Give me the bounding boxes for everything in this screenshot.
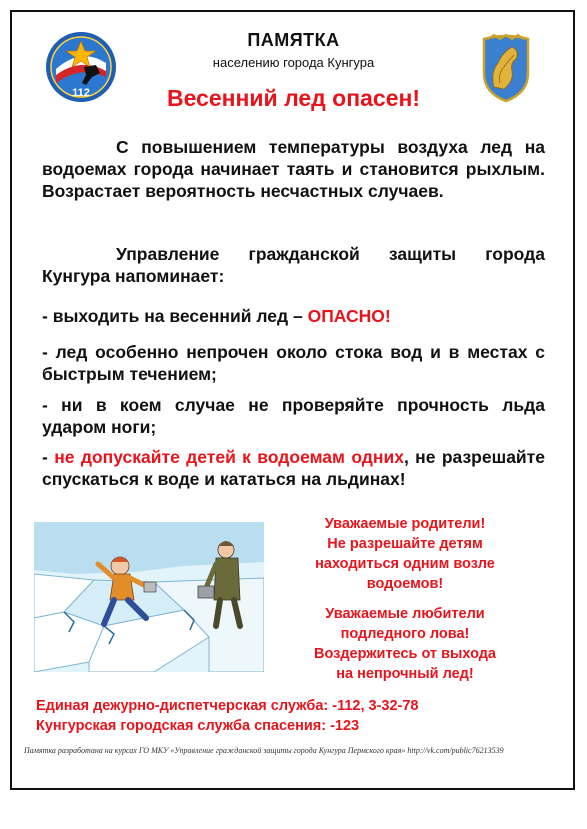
reminder-paragraph-text: Управление гражданской защиты города Кунгура напоминает: xyxy=(42,244,545,286)
page-title: ПАМЯТКА xyxy=(247,30,340,50)
emergency-contacts xyxy=(36,696,419,736)
fishers-notice-line: на непрочный лед! xyxy=(336,666,474,682)
ice-breaking-illustration xyxy=(34,522,264,672)
bullet-children-emphasis: не допускайте детей к водоемам одних xyxy=(54,447,404,467)
parents-notice-line: находиться одним возле xyxy=(315,556,495,572)
bullet-dangerous-text: - выходить на весенний лед – xyxy=(42,306,308,326)
bullet-children-text: , не разрешайте спускаться к воде и кататься на льдинах! xyxy=(42,447,545,489)
footnote: Памятка разработана на курсах ГО МКУ «Управление гражданской защиты города Кунгура Пермского края» http://vk.com/public76213539 xyxy=(24,746,504,755)
page-subtitle: населению города Кунгура xyxy=(212,55,375,70)
fishers-notice-line: Уважаемые любители xyxy=(325,606,485,622)
intro-paragraph-text: С повышением температуры воздуха лед на водоемах города начинает таять и становится рыхлым. Возрастает вероятность несчастных случаев. xyxy=(42,137,545,201)
reminder-paragraph xyxy=(42,243,545,287)
intro-paragraph xyxy=(42,136,545,202)
fishers-notice-line: подледного лова! xyxy=(340,626,470,642)
bullet-children-prefix: - xyxy=(42,447,55,467)
parents-notice-line: Уважаемые родители! xyxy=(324,516,486,532)
rescue-service-phone: Кунгурская городская служба спасения: -123 xyxy=(36,718,360,734)
bullet-dangerous xyxy=(42,305,545,327)
fishers-notice xyxy=(280,604,530,684)
parents-notice xyxy=(280,514,530,594)
bullet-no-kick-test: - ни в коем случае не проверяйте прочность льда ударом ноги; xyxy=(42,395,545,437)
headline-warning: Весенний лед опасен! xyxy=(166,85,421,111)
parents-notice-line: Не разрешайте детям xyxy=(327,536,483,552)
dispatch-service-phone: Единая дежурно-диспетчерская служба: -112, 3-32-78 xyxy=(36,698,419,714)
parents-notice-line: водоемов! xyxy=(366,576,444,592)
bullet-dangerous-emphasis: ОПАСНО! xyxy=(307,306,391,326)
bullet-children xyxy=(42,446,545,490)
emblem-number-label: 112 xyxy=(72,87,90,99)
fishers-notice-line: Воздержитесь от выхода xyxy=(313,646,496,662)
bullet-weak-ice: - лед особенно непрочен около стока вод и в местах с быстрым течением; xyxy=(42,342,545,384)
